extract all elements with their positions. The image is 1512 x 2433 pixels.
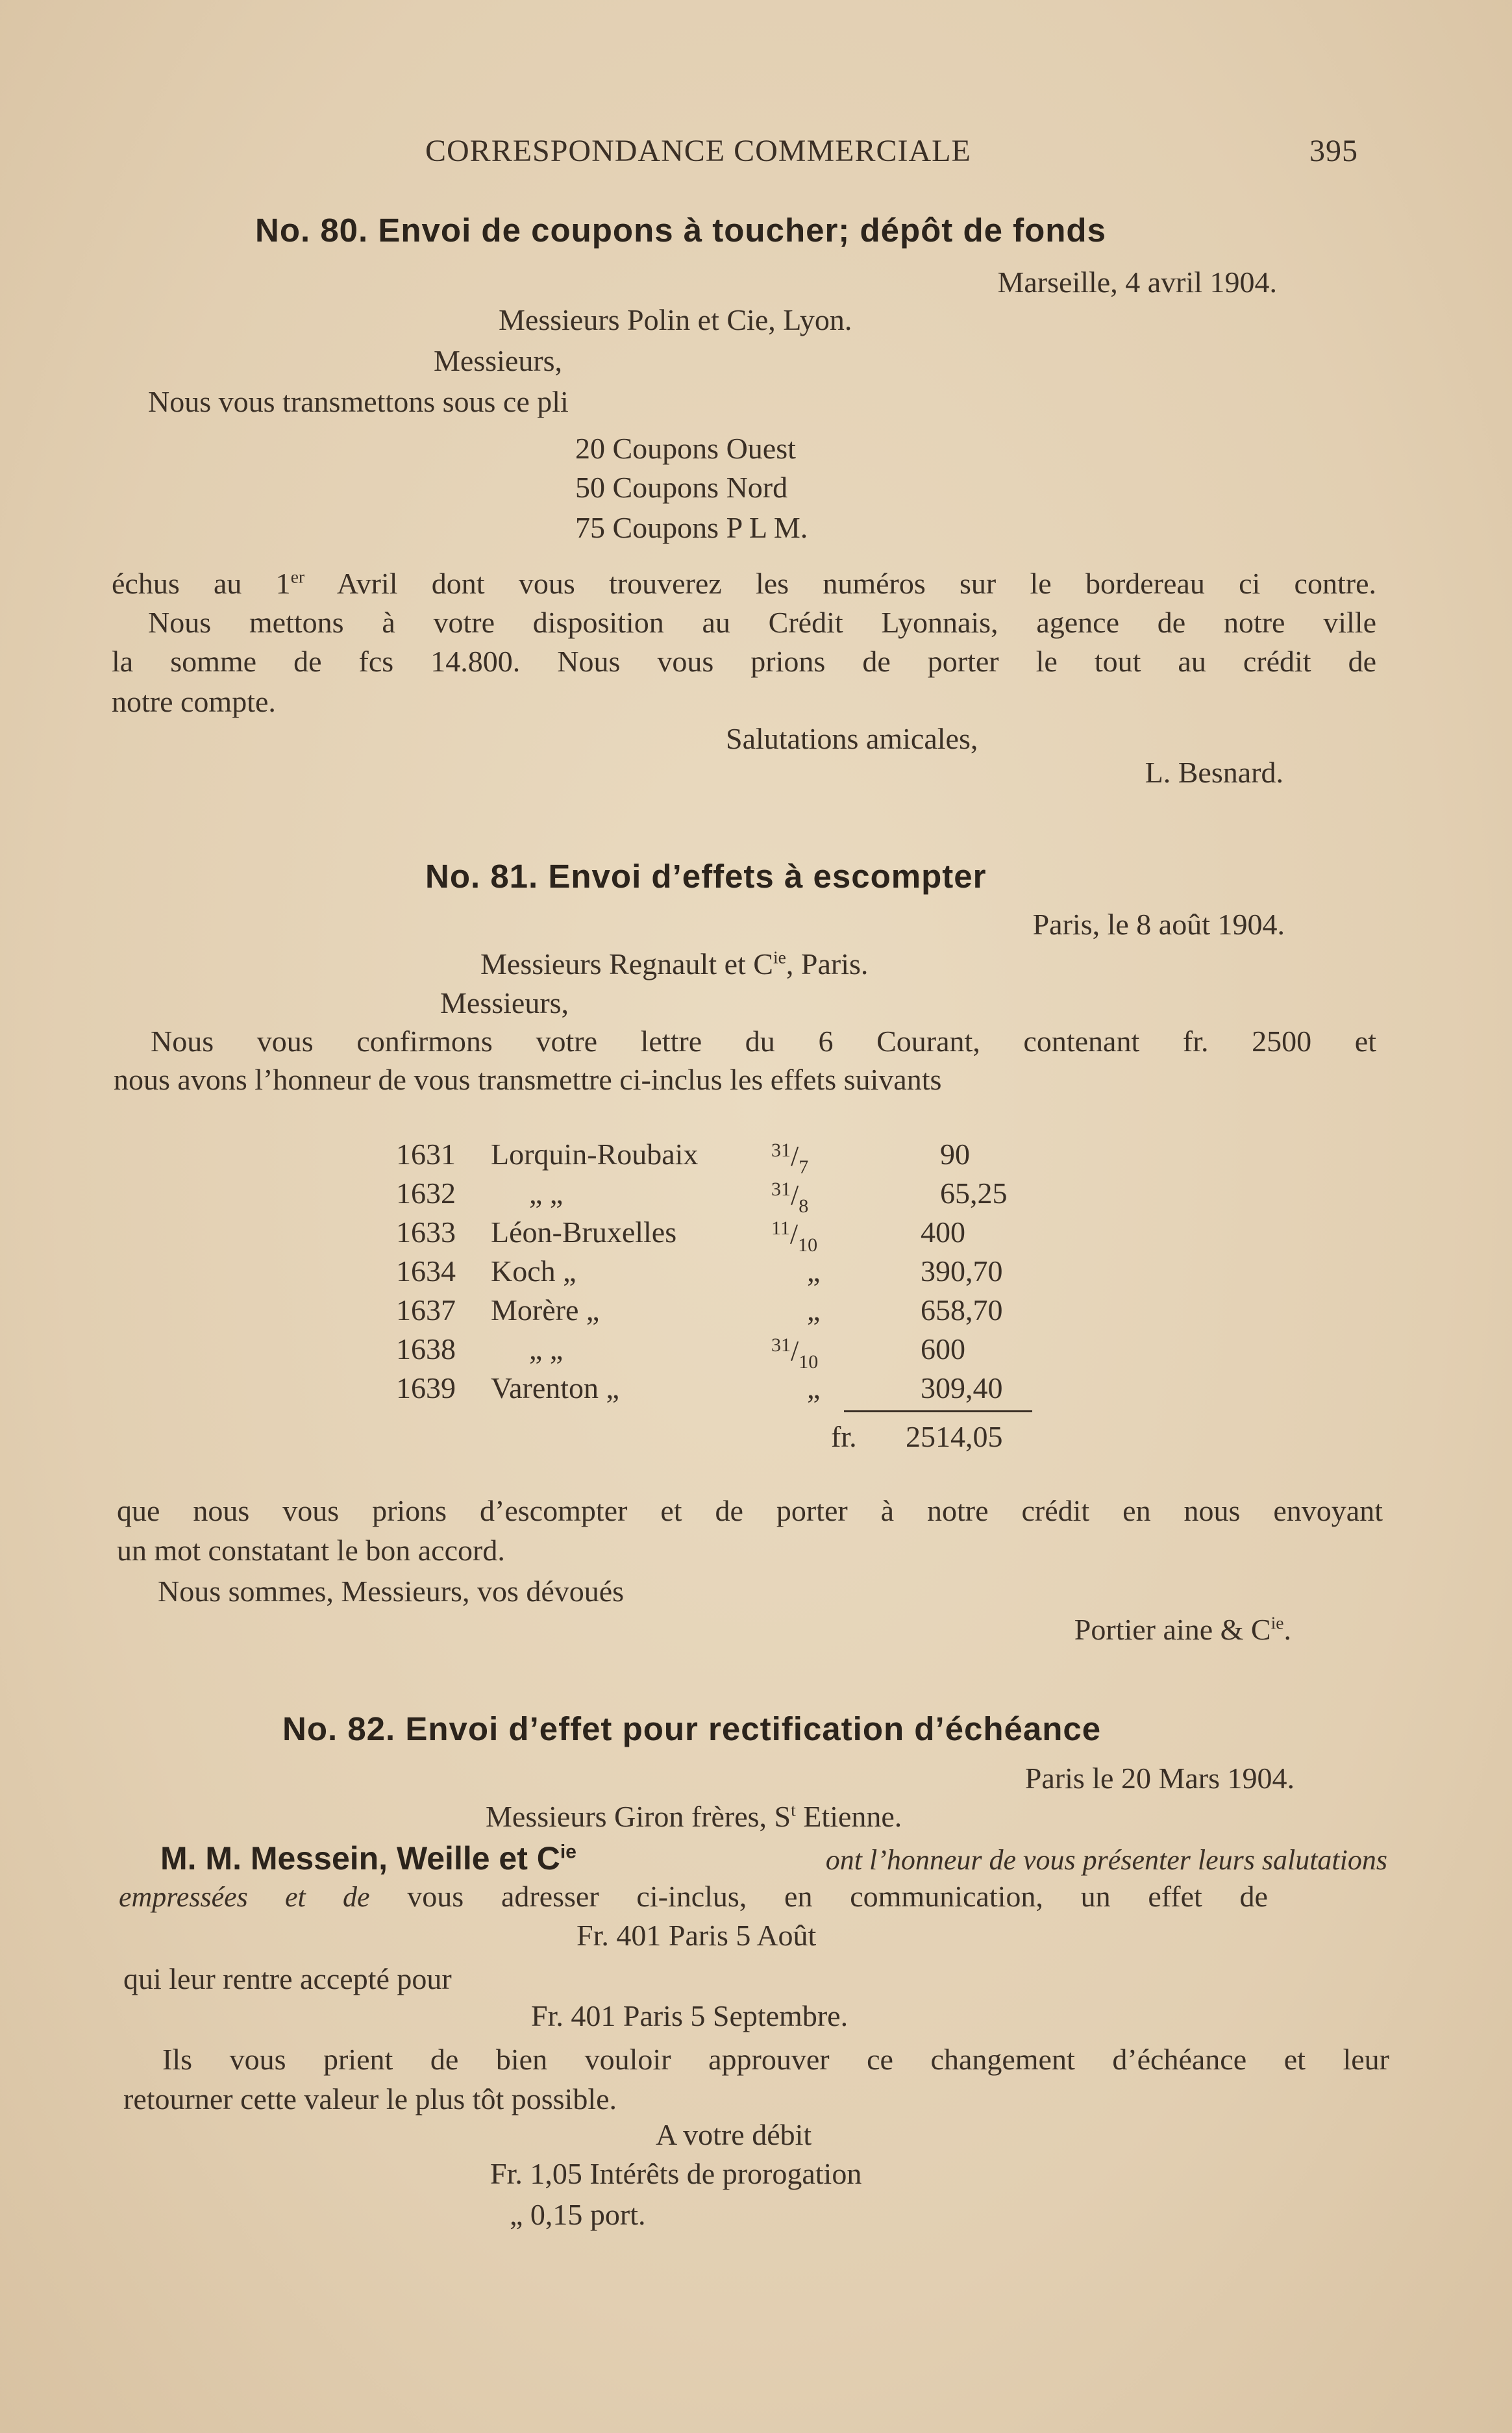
letter-82-addressee: Messieurs Giron frères, $S^t$ Etienne. bbox=[486, 1799, 902, 1833]
letter-82-effet-2: Fr. 401 Paris 5 Septembre. bbox=[531, 1999, 849, 2032]
effect-due-date: „ bbox=[807, 1254, 821, 1288]
letter-81-addressee: Messieurs Regnault et $C^{ie}$, Paris. bbox=[480, 947, 869, 980]
effect-number: 1638 bbox=[396, 1332, 456, 1366]
effect-number: 1633 bbox=[396, 1216, 456, 1249]
coupon-line-3: 75 Coupons P L M. bbox=[575, 511, 808, 544]
letter-82-effet-1: Fr. 401 Paris 5 Août bbox=[576, 1919, 817, 1952]
opening-italic: ont l’honneur de vous présenter leurs salutations bbox=[825, 1844, 1387, 1876]
letter-81-signature: Portier aine & $C^{ie}$. bbox=[1074, 1612, 1291, 1646]
effect-amount: 390,70 bbox=[921, 1254, 1003, 1288]
effect-amount: 600 bbox=[921, 1332, 965, 1366]
letter-80-addressee: Messieurs Polin et Cie, Lyon. bbox=[499, 303, 852, 336]
letter-81-after-line-3: Nous sommes, Messieurs, vos dévoués bbox=[158, 1575, 625, 1608]
effect-drawee: Léon-Bruxelles bbox=[491, 1216, 677, 1249]
letter-81-salutation: Messieurs, bbox=[440, 986, 569, 1019]
letter-82-body-line-3: qui leur rentre accepté pour bbox=[123, 1962, 452, 1995]
debit-line-2: „ 0,15 port. bbox=[510, 2198, 646, 2231]
letter-80-place-date: Marseille, 4 avril 1904. bbox=[997, 266, 1277, 299]
total-rule bbox=[844, 1410, 1032, 1412]
letter-80-body-line-4: notre compte. bbox=[112, 685, 276, 718]
letter-80-intro: Nous vous transmettons sous ce pli bbox=[148, 385, 569, 418]
letter-82-place-date: Paris le 20 Mars 1904. bbox=[1024, 1762, 1295, 1795]
effect-due-date: $^{31}/_{10}$ bbox=[771, 1334, 819, 1373]
letter-80-signature: L. Besnard. bbox=[1145, 756, 1283, 789]
letter-82-body-line-5: retourner cette valeur le plus tôt possible. bbox=[123, 2082, 617, 2115]
letter-82-title: No. 82. Envoi d’effet pour rectification d’échéance bbox=[282, 1710, 1102, 1747]
letter-82-opening bbox=[160, 1840, 1387, 1877]
letter-80-closing: Salutations amicales, bbox=[726, 722, 978, 755]
page-number: 395 bbox=[1309, 134, 1358, 168]
effect-amount: 309,40 bbox=[921, 1371, 1003, 1404]
effect-due-date: $^{31}/_7$ bbox=[771, 1140, 809, 1178]
letter-81-title: No. 81. Envoi d’effets à escompter bbox=[425, 858, 987, 895]
effect-drawee: „ „ bbox=[529, 1177, 564, 1210]
effect-due-date: „ bbox=[807, 1293, 821, 1327]
running-title: CORRESPONDANCE COMMERCIALE bbox=[425, 134, 971, 168]
effect-number: 1634 bbox=[396, 1254, 456, 1288]
debit-line-1: Fr. 1,05 Intérêts de prorogation bbox=[490, 2157, 862, 2190]
effect-number: 1632 bbox=[396, 1177, 456, 1210]
letter-80-body-line-3: la somme de fcs 14.800. Nous vous prions de porter le tout au crédit de bbox=[112, 645, 1376, 678]
letter-81-body-line-1: Nous vous confirmons votre lettre du 6 Courant, contenant fr. 2500 et bbox=[151, 1025, 1376, 1058]
effect-number: 1639 bbox=[396, 1371, 456, 1404]
effect-amount: 400 bbox=[921, 1216, 965, 1249]
letter-81-after-line-1: que nous vous prions d’escompter et de porter à notre crédit en nous envoyant bbox=[117, 1494, 1383, 1527]
letter-82-body-line-2: empressées et de vous adresser ci-inclus, en communication, un effet de bbox=[119, 1880, 1268, 1913]
debit-title: A votre débit bbox=[656, 2118, 812, 2151]
letter-80-salutation: Messieurs, bbox=[434, 344, 563, 377]
effect-due-date: $^{11}/_{10}$ bbox=[771, 1217, 818, 1256]
sender-name: M. M. Messein, Weille et $C^{ie}$ bbox=[160, 1840, 576, 1877]
total-amount: 2514,05 bbox=[906, 1420, 1003, 1453]
effect-amount: 65,25 bbox=[940, 1177, 1008, 1210]
effect-due-date: $^{31}/_8$ bbox=[771, 1179, 809, 1217]
effect-due-date: „ bbox=[807, 1371, 821, 1404]
coupon-line-2: 50 Coupons Nord bbox=[575, 471, 788, 504]
effect-amount: 658,70 bbox=[921, 1293, 1003, 1327]
effect-number: 1631 bbox=[396, 1138, 456, 1171]
effect-drawee: „ „ bbox=[529, 1332, 564, 1366]
letter-81-after-line-2: un mot constatant le bon accord. bbox=[117, 1534, 505, 1567]
letter-81-place-date: Paris, le 8 août 1904. bbox=[1032, 908, 1285, 941]
letter-80-title: No. 80. Envoi de coupons à toucher; dépôt de fonds bbox=[255, 212, 1106, 249]
letter-80-body-line-1: échus au 1er Avril dont vous trouverez les numéros sur le bordereau ci contre. bbox=[112, 566, 1376, 600]
effect-drawee: Morère „ bbox=[491, 1293, 600, 1327]
effect-drawee: Varenton „ bbox=[491, 1371, 619, 1404]
effect-amount: 90 bbox=[940, 1138, 970, 1171]
letter-81-body-line-2: nous avons l’honneur de vous transmettre ci-inclus les effets suivants bbox=[114, 1063, 942, 1096]
letter-82-body-line-4: Ils vous prient de bien vouloir approuver ce changement d’échéance et leur bbox=[162, 2043, 1389, 2076]
effect-number: 1637 bbox=[396, 1293, 456, 1327]
effect-drawee: Koch „ bbox=[491, 1254, 576, 1288]
coupon-line-1: 20 Coupons Ouest bbox=[575, 432, 796, 465]
total-label: fr. bbox=[831, 1420, 857, 1453]
effect-drawee: Lorquin-Roubaix bbox=[491, 1138, 699, 1171]
letter-80-body-line-2: Nous mettons à votre disposition au Crédit Lyonnais, agence de notre ville bbox=[148, 606, 1376, 639]
